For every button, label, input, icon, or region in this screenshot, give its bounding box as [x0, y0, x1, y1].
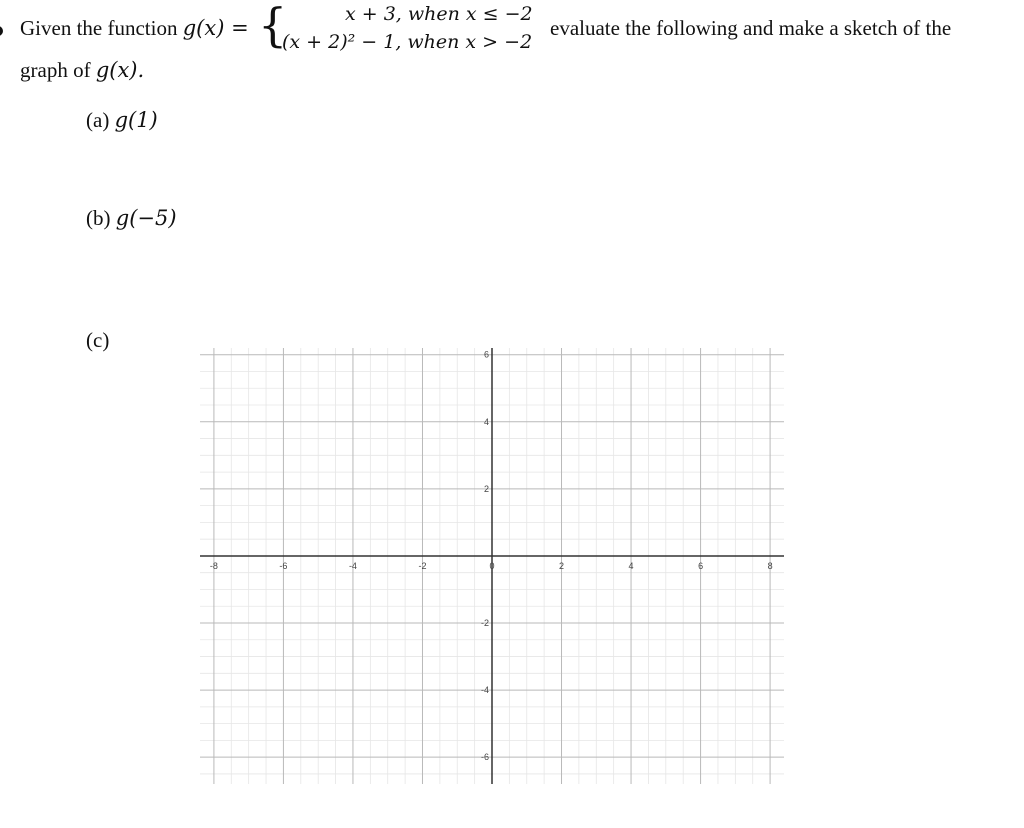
y-tick-label: 4: [483, 416, 489, 427]
part-a-label: (a): [86, 108, 110, 132]
piecewise-brace: {: [258, 0, 288, 52]
part-a: [86, 108, 158, 133]
x-tick-label: 2: [559, 560, 565, 571]
part-a-math: g(1): [114, 108, 158, 132]
question-continuation: evaluate the following and make a sketch of the: [550, 16, 952, 40]
y-tick-label: 6: [483, 349, 489, 360]
line2-text: graph of: [20, 58, 91, 82]
function-lhs: g(x) =: [182, 16, 249, 40]
question-line-2: [20, 58, 144, 83]
y-tick-label: -4: [480, 685, 489, 696]
x-tick-label: 6: [698, 560, 704, 571]
coordinate-grid: [200, 348, 784, 784]
piecewise-case-2: (x + 2)² − 1, when x > −2: [282, 31, 533, 53]
x-tick-label: 8: [767, 560, 773, 571]
x-tick-label: 4: [628, 560, 634, 571]
line2-math: g(x).: [95, 58, 145, 82]
intro-text: Given the function: [20, 16, 178, 40]
question-bullet: [0, 26, 3, 36]
x-tick-label: 0: [489, 560, 495, 571]
part-c-label: (c): [86, 328, 110, 352]
y-tick-label: -6: [480, 752, 489, 763]
part-b-label: (b): [86, 206, 111, 230]
x-tick-label: -4: [348, 560, 357, 571]
piecewise-case-1: x + 3, when x ≤ −2: [345, 3, 533, 25]
y-tick-label: 2: [483, 483, 489, 494]
part-b-math: g(−5): [115, 206, 177, 230]
y-tick-label: -2: [480, 618, 489, 629]
question-line-1: [20, 16, 249, 41]
part-c: [86, 328, 109, 353]
x-tick-label: -6: [279, 560, 288, 571]
x-tick-label: -2: [418, 560, 427, 571]
part-b: [86, 206, 177, 231]
x-tick-label: -8: [209, 560, 218, 571]
